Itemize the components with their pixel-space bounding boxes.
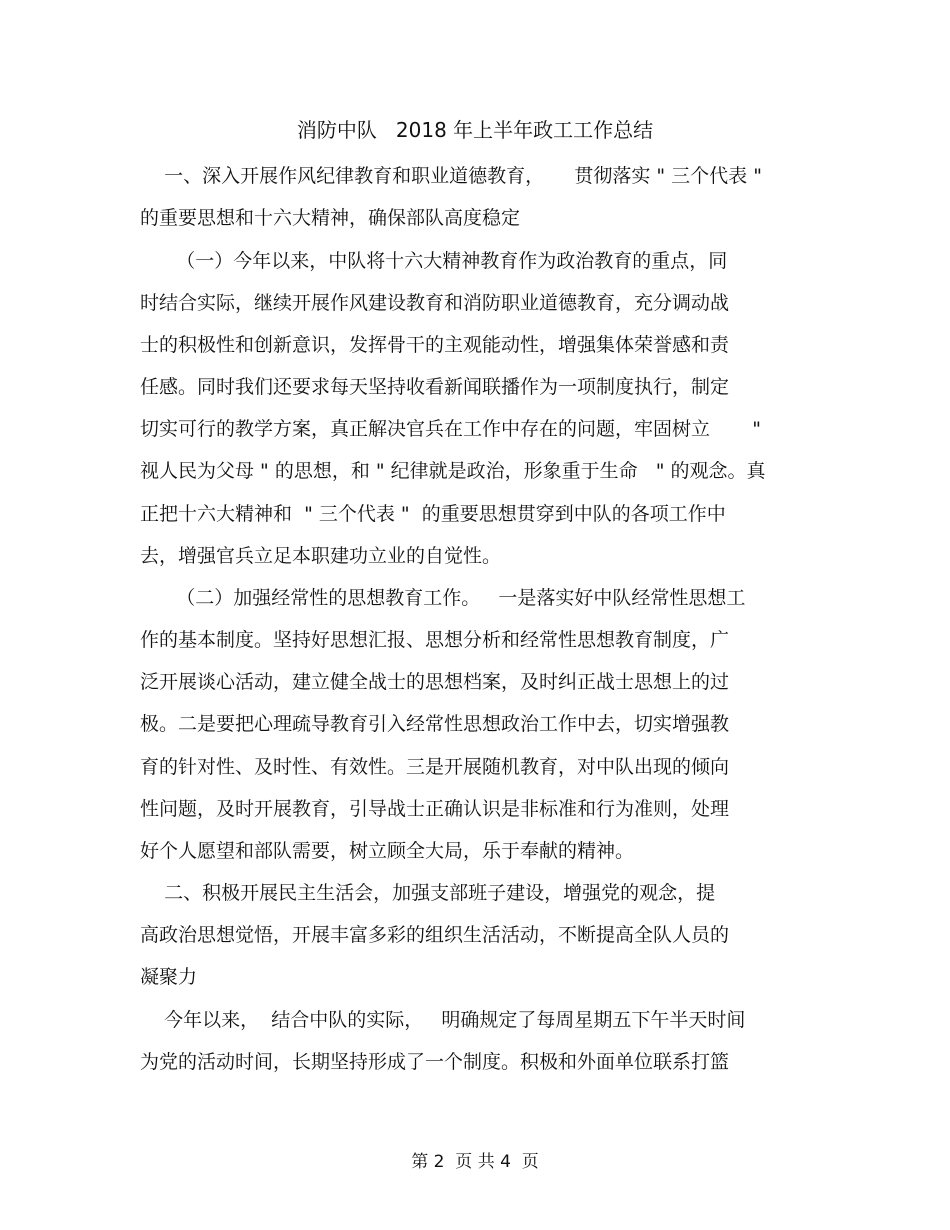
body-line: 今年以来， 结合中队的实际， 明确规定了每周星期五下午半天时间 <box>140 1009 746 1031</box>
body-line: 二、积极开展民主生活会，加强支部班子建设，增强党的观念，提 <box>140 882 716 904</box>
body-line: 高政治思想觉悟，开展丰富多彩的组织生活活动，不断提高全队人员的 <box>140 924 730 946</box>
document-title: 消防中队 2018 年上半年政工工作总结 <box>296 118 654 142</box>
body-line: 性问题，及时开展教育，引导战士正确认识是非标准和行为准则，处理 <box>140 798 730 820</box>
body-line: 凝聚力 <box>140 966 198 988</box>
page-footer: 第 2 页 共 4 页 <box>411 1152 539 1172</box>
body-line: 极。二是要把心理疏导教育引入经常性思想政治工作中去，切实增强教 <box>140 713 730 735</box>
body-line: 士的积极性和创新意识，发挥骨干的主观能动性，增强集体荣誉感和责 <box>140 334 730 356</box>
body-line: 为党的活动时间，长期坚持形成了一个制度。积极和外面单位联系打篮 <box>140 1051 730 1073</box>
body-line: 任感。同时我们还要求每天坚持收看新闻联播作为一项制度执行，制定 <box>140 376 730 398</box>
body-line: 时结合实际，继续开展作风建设教育和消防职业道德教育，充分调动战 <box>140 292 730 314</box>
body-line: （二）加强经常性的思想教育工作。 一是落实好中队经常性思想工 <box>140 587 746 609</box>
body-line: 一、深入开展作风纪律教育和职业道德教育， 贯彻落实 " 三个代表 " <box>140 165 762 187</box>
body-line: （一）今年以来，中队将十六大精神教育作为政治教育的重点，同 <box>140 250 728 272</box>
body-line: 好个人愿望和部队需要，树立顾全大局，乐于奉献的精神。 <box>140 840 635 862</box>
body-line: 去，增强官兵立足本职建功立业的自觉性。 <box>140 545 502 567</box>
body-line: 视人民为父母 " 的思想，和 " 纪律就是政治，形象重于生命 " 的观念。真 <box>140 460 766 482</box>
body-line: 正把十六大精神和 " 三个代表 " 的重要思想贯穿到中队的各项工作中 <box>140 503 726 525</box>
body-line: 泛开展谈心活动，建立健全战士的思想档案，及时纠正战士思想上的过 <box>140 671 730 693</box>
body-line: 作的基本制度。坚持好思想汇报、思想分析和经常性思想教育制度，广 <box>140 629 730 651</box>
body-line: 的重要思想和十六大精神，确保部队高度稳定 <box>140 207 521 229</box>
body-line: 育的针对性、及时性、有效性。三是开展随机教育，对中队出现的倾向 <box>140 756 730 778</box>
body-line: 切实可行的教学方案，真正解决官兵在工作中存在的问题，牢固树立 " <box>140 418 762 440</box>
